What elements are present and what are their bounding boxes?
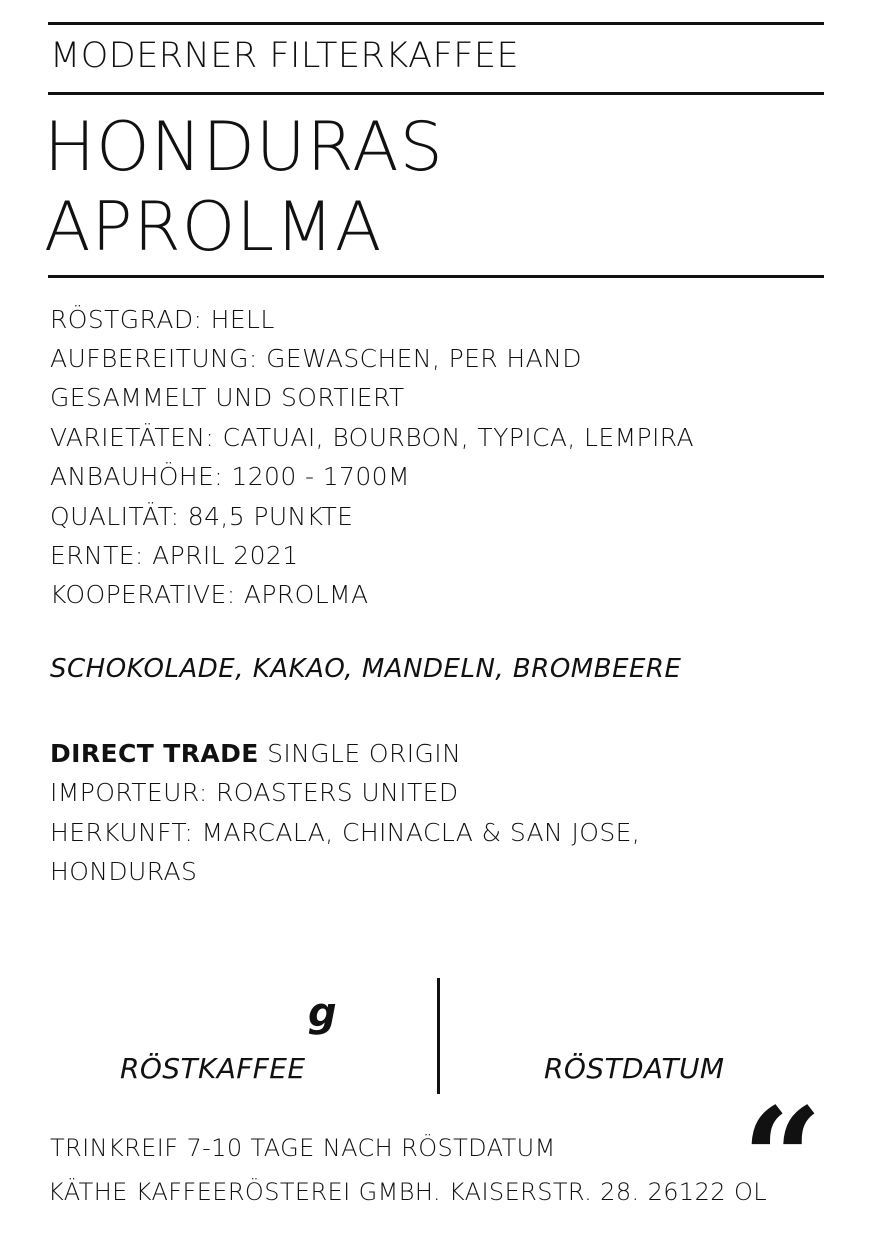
- tasting-notes: SCHOKOLADE, KAKAO, MANDELN, BROMBEERE: [50, 654, 682, 684]
- roast-date-label: RÖSTDATUM: [544, 1052, 725, 1085]
- importer-line: IMPORTEUR: ROASTERS UNITED: [50, 778, 459, 807]
- weight-label: RÖSTKAFFEE: [120, 1052, 306, 1085]
- product-title-line2: APROLMA: [44, 188, 383, 267]
- subtitle-rule: [48, 92, 824, 95]
- herkunft-line: HERKUNFT: MARCALA, CHINACLA & SAN JOSE,: [50, 818, 641, 847]
- product-title-line1: HONDURAS: [44, 108, 444, 187]
- drink-window: TRINKREIF 7-10 TAGE NACH RÖSTDATUM: [50, 1134, 556, 1162]
- direct-trade-label: DIRECT TRADE: [50, 739, 259, 768]
- top-rule: [48, 22, 824, 25]
- single-origin-label: SINGLE ORIGIN: [258, 739, 462, 768]
- spec-processing-cont: GESAMMELT UND SORTIERT: [50, 383, 405, 412]
- trade-line: [50, 734, 461, 773]
- center-divider: [437, 978, 440, 1094]
- spec-roast-level: RÖSTGRAD: HELL: [50, 305, 275, 334]
- spec-cooperative: KOOPERATIVE: APROLMA: [50, 580, 369, 609]
- spec-quality: QUALITÄT: 84,5 PUNKTE: [50, 502, 354, 531]
- company-address: KÄTHE KAFFEERÖSTEREI GMBH. KAISERSTR. 28. 26122 OL: [48, 1178, 768, 1206]
- spec-processing: AUFBEREITUNG: GEWASCHEN, PER HAND: [50, 344, 582, 373]
- spec-harvest: ERNTE: APRIL 2021: [50, 541, 299, 570]
- quote-logo-icon: “: [742, 1078, 823, 1242]
- spec-varieties: VARIETÄTEN: CATUAI, BOURBON, TYPICA, LEMPIRA: [50, 423, 695, 452]
- category-label: MODERNER FILTERKAFFEE: [50, 36, 520, 76]
- spec-altitude: ANBAUHÖHE: 1200 - 1700M: [50, 462, 410, 491]
- title-rule: [48, 275, 824, 278]
- herkunft-line-cont: HONDURAS: [50, 857, 198, 886]
- weight-unit: g: [308, 990, 337, 1036]
